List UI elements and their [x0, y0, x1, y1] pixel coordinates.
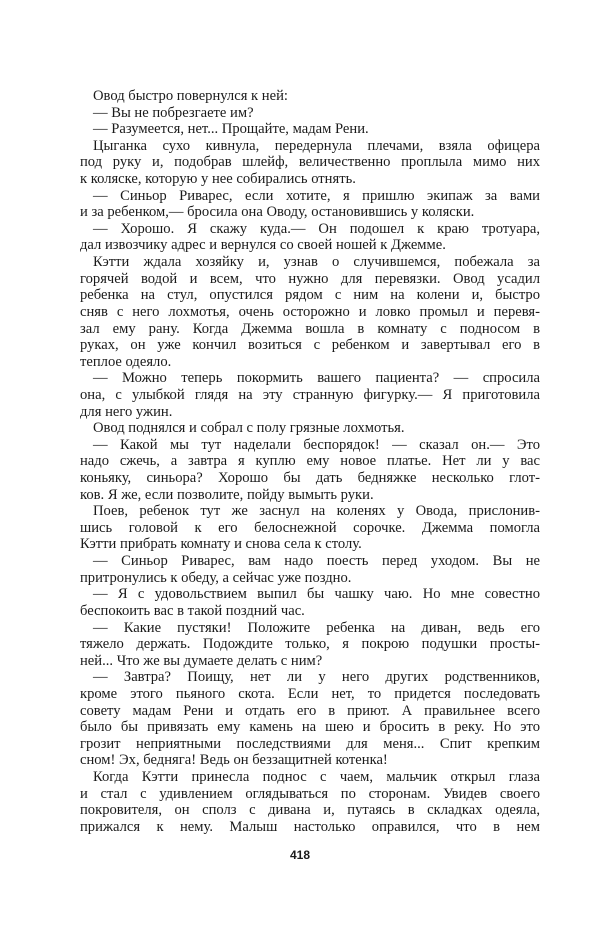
- text-line: сном! Эх, бедняга! Ведь он беззащитней котенка!: [80, 752, 388, 769]
- paragraph: [80, 88, 540, 105]
- text-line: надо сжечь, а завтра я куплю ему новое платье. Нет ли у вас: [80, 453, 540, 470]
- text-line: Поев, ребенок тут же заснул на коленях у Овода, прислонив-: [93, 503, 540, 520]
- text-line: — Вы не побрезгаете им?: [93, 104, 254, 121]
- text-line: — Какие пустяки! Положите ребенка на диван, ведь его: [93, 619, 540, 636]
- text-line: для него ужин.: [80, 403, 173, 420]
- paragraph: [80, 188, 540, 221]
- text-line: кроме этого пьяного скота. Если нет, то придется последовать: [80, 685, 540, 702]
- page-number: 418: [289, 848, 311, 862]
- text-line: коньяку, синьора? Хорошо бы дать бедняжке несколько глот-: [80, 470, 540, 487]
- text-line: руках, он уже кончил возиться с ребенком и завертывал его в: [80, 337, 540, 354]
- text-line: покровителя, он сполз с дивана и, путаясь в складках одеяла,: [80, 802, 540, 819]
- paragraph: [80, 370, 540, 420]
- text-line: к коляске, которую у нее собирались отнять.: [80, 171, 356, 188]
- text-line: сняв с него лохмотья, очень осторожно и ловко промыл и перевя-: [80, 303, 540, 320]
- text-line: притронулись к обеду, а сейчас уже поздно.: [80, 569, 352, 586]
- text-line: она, с улыбкой глядя на эту странную фигурку.— Я приготовила: [80, 386, 540, 403]
- paragraph: [80, 553, 540, 586]
- paragraph: [80, 221, 540, 254]
- text-line: и за ребенком,— бросила она Оводу, остановившись у коляски.: [80, 204, 475, 221]
- text-line: Когда Кэтти принесла поднос с чаем, мальчик открыл глаза: [93, 768, 540, 785]
- text-line: — Синьор Риварес, если хотите, я пришлю экипаж за вами: [93, 187, 540, 204]
- paragraph: [80, 669, 540, 769]
- paragraph: [80, 620, 540, 670]
- text-line: ребенка на стул, опустился рядом с ним на колени и, быстро: [80, 287, 540, 304]
- text-line: ков. Я же, если позволите, пойду вымыть руки.: [80, 486, 374, 503]
- paragraph: [80, 420, 540, 437]
- text-line: — Хорошо. Я скажу куда.— Он подошел к краю тротуара,: [93, 220, 540, 237]
- paragraph: [80, 586, 540, 619]
- paragraph: [80, 437, 540, 503]
- book-page-text: [80, 88, 540, 835]
- text-line: шись головой к его белоснежной сорочке. Джемма помогла: [80, 519, 540, 536]
- text-line: прижался к нему. Малыш настолько оправился, что в нем: [80, 818, 540, 835]
- text-line: совету мадам Рени и отдать его в приют. А правильнее всего: [80, 702, 540, 719]
- text-line: теплое одеяло.: [80, 353, 172, 370]
- paragraph: [80, 254, 540, 370]
- text-line: зал ему рану. Когда Джемма вошла в комнату с подносом в: [80, 320, 540, 337]
- text-line: — Завтра? Поищу, нет ли у него других родственников,: [93, 669, 540, 686]
- text-line: Кэтти прибрать комнату и снова села к столу.: [80, 536, 362, 553]
- text-line: ней... Что же вы думаете делать с ним?: [80, 652, 323, 669]
- text-line: — Синьор Риварес, вам надо поесть перед уходом. Вы не: [93, 553, 540, 570]
- text-line: горячей водой и всем, что нужно для перевязки. Овод усадил: [80, 270, 540, 287]
- text-line: — Я с удовольствием выпил бы чашку чаю. Но мне совестно: [93, 586, 540, 603]
- text-line: Овод быстро повернулся к ней:: [93, 88, 288, 104]
- text-line: тяжело держать. Подождите только, я покрою подушки просты-: [80, 636, 540, 653]
- text-line: дал извозчику адрес и вернулся со своей ношей к Джемме.: [80, 237, 446, 254]
- paragraph: [80, 121, 540, 138]
- text-line: грозит неприятными последствиями для меня... Спит крепким: [80, 735, 540, 752]
- text-line: — Разумеется, нет... Прощайте, мадам Рени.: [93, 121, 369, 138]
- text-line: под руку и, подобрав шлейф, величественно проплыла мимо них: [80, 154, 540, 171]
- text-line: и стал с удивлением оглядываться по сторонам. Увидев своего: [80, 785, 540, 802]
- paragraph: [80, 503, 540, 553]
- text-line: — Можно теперь покормить вашего пациента? — спросила: [93, 370, 540, 387]
- paragraph: [80, 105, 540, 122]
- text-line: — Какой мы тут наделали беспорядок! — сказал он.— Это: [93, 436, 540, 453]
- paragraph: [80, 138, 540, 188]
- text-line: Овод поднялся и собрал с полу грязные лохмотья.: [93, 420, 405, 437]
- text-line: было бы привязать ему камень на шею и бросить в реку. Но это: [80, 719, 540, 736]
- paragraph: [80, 769, 540, 835]
- text-line: Цыганка сухо кивнула, передернула плечами, взяла офицера: [93, 137, 540, 154]
- text-line: Кэтти ждала хозяйку и, узнав о случившемся, побежала за: [93, 254, 540, 271]
- text-line: беспокоить вас в такой поздний час.: [80, 602, 305, 619]
